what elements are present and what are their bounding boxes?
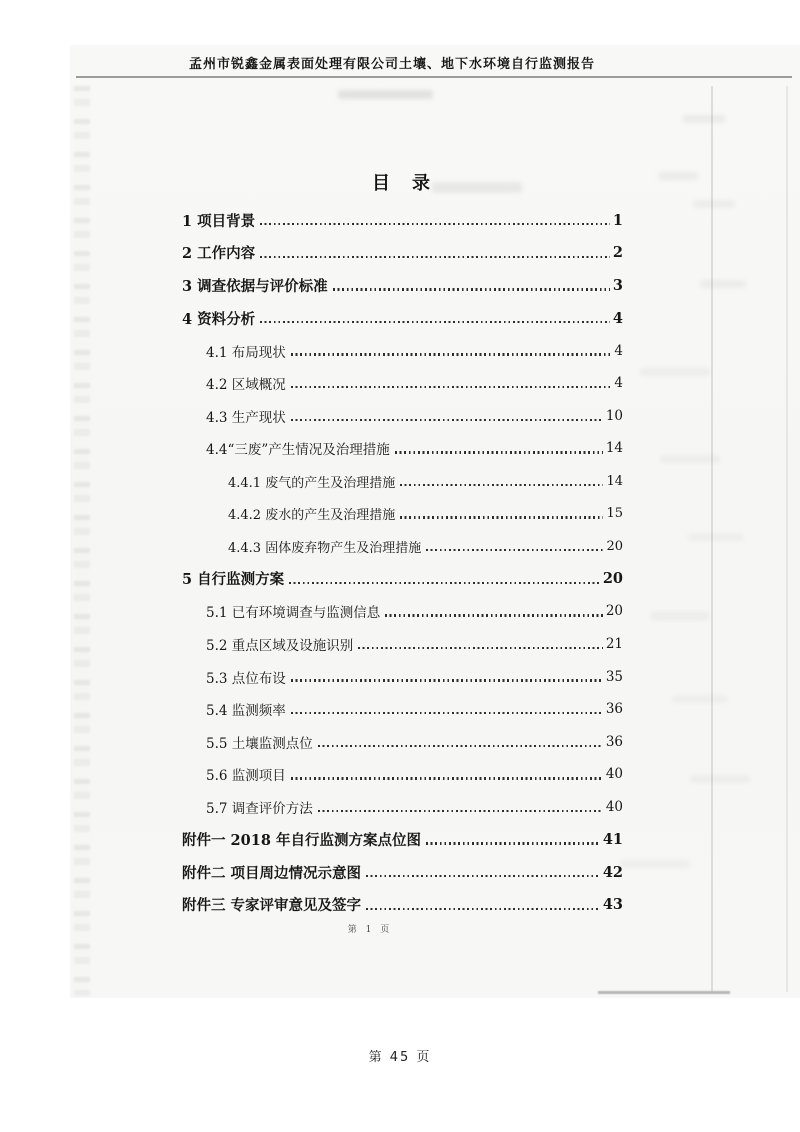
toc-entry-page: 10 bbox=[605, 407, 623, 424]
toc-entry-page: 4 bbox=[614, 342, 623, 359]
toc-entry-label: 5.7 调查评价方法 bbox=[206, 800, 313, 817]
toc-entry-page: 2 bbox=[612, 244, 623, 262]
viewer-page-indicator: 第 45 页 bbox=[368, 1050, 432, 1065]
toc-entry bbox=[182, 823, 623, 856]
toc-entry-page: 4 bbox=[612, 309, 623, 327]
toc-entry-label: 4.4.1 废气的产生及治理措施 bbox=[228, 475, 396, 491]
toc-dot-leader bbox=[291, 419, 603, 421]
toc-entry-page: 21 bbox=[605, 636, 623, 653]
toc-entry bbox=[182, 334, 623, 367]
toc-dot-leader bbox=[400, 516, 603, 518]
toc-entry-page: 4 bbox=[614, 375, 623, 392]
toc-dot-leader bbox=[426, 842, 600, 844]
toc-entry-page: 41 bbox=[602, 831, 623, 849]
toc-entry bbox=[182, 628, 623, 661]
toc-entry-label: 4.4“三废”产生情况及治理措施 bbox=[206, 442, 390, 459]
toc-entry-label: 4.4.3 固体废弃物产生及治理措施 bbox=[228, 540, 422, 556]
toc-entry-label: 4.2 区域概况 bbox=[206, 377, 286, 394]
toc-entry-label: 4.1 布局现状 bbox=[206, 344, 286, 361]
toc-entry-label: 附件二 项目周边情况示意图 bbox=[182, 864, 362, 882]
toc-entry bbox=[182, 758, 623, 791]
toc-entry bbox=[182, 204, 623, 237]
toc-entry-page: 43 bbox=[602, 896, 623, 914]
toc-dot-leader bbox=[358, 647, 603, 649]
toc-entry-page: 14 bbox=[605, 440, 623, 457]
toc-dot-leader bbox=[291, 353, 612, 355]
toc-dot-leader bbox=[291, 386, 612, 388]
toc-entry bbox=[182, 400, 623, 433]
toc-entry-label: 附件三 专家评审意见及签字 bbox=[182, 897, 362, 915]
toc-entry-page: 3 bbox=[612, 276, 623, 294]
toc-entry-label: 5.1 已有环境调查与监测信息 bbox=[206, 605, 381, 622]
header-rule bbox=[76, 76, 792, 78]
toc-entry-page: 40 bbox=[605, 798, 623, 815]
toc-dot-leader bbox=[333, 288, 610, 290]
toc-entry bbox=[182, 888, 623, 921]
toc-entry-page: 20 bbox=[605, 603, 623, 620]
toc-entry-label: 附件一 2018 年自行监测方案点位图 bbox=[182, 832, 421, 850]
toc-entry bbox=[182, 432, 623, 465]
toc-dot-leader bbox=[291, 777, 603, 779]
toc-entry-page: 42 bbox=[602, 863, 623, 881]
toc-entry bbox=[182, 563, 623, 596]
toc-entry bbox=[182, 269, 623, 302]
toc-entry bbox=[182, 367, 623, 400]
running-header: 孟州市锐鑫金属表面处理有限公司土壤、地下水环境自行监测报告 bbox=[188, 57, 595, 72]
toc-entry-page: 40 bbox=[605, 766, 623, 783]
toc-dot-leader bbox=[291, 712, 603, 714]
toc-entry-label: 5 自行监测方案 bbox=[182, 571, 285, 589]
toc-entry-page: 1 bbox=[612, 211, 623, 229]
toc-entry bbox=[182, 465, 623, 498]
toc-entry-page: 36 bbox=[605, 701, 623, 718]
toc-entry-label: 5.6 监测项目 bbox=[206, 768, 286, 785]
toc-entry bbox=[182, 530, 623, 563]
toc-entry-label: 3 调查依据与评价标准 bbox=[182, 277, 328, 295]
toc-entry-page: 14 bbox=[606, 473, 623, 489]
toc-entry bbox=[182, 660, 623, 693]
toc-entry bbox=[182, 856, 623, 889]
toc-dot-leader bbox=[400, 484, 603, 486]
toc-entry-label: 5.5 土壤监测点位 bbox=[206, 735, 313, 752]
toc-list bbox=[182, 204, 623, 921]
page-number-footer: 第 1 页 bbox=[347, 925, 393, 935]
toc-dot-leader bbox=[260, 256, 610, 258]
toc-entry bbox=[182, 726, 623, 759]
toc-dot-leader bbox=[260, 321, 610, 323]
toc-entry-label: 4.4.2 废水的产生及治理措施 bbox=[228, 508, 396, 524]
toc-entry-page: 20 bbox=[606, 538, 623, 554]
toc-title: 目 录 bbox=[372, 173, 432, 194]
toc-entry-page: 35 bbox=[605, 668, 623, 685]
toc-entry-label: 5.4 监测频率 bbox=[206, 703, 286, 720]
toc-entry-page: 20 bbox=[602, 570, 623, 588]
toc-entry-page: 36 bbox=[605, 733, 623, 750]
toc-entry bbox=[182, 497, 623, 530]
toc-entry bbox=[182, 595, 623, 628]
toc-dot-leader bbox=[318, 745, 603, 747]
toc-entry-label: 2 工作内容 bbox=[182, 245, 256, 263]
toc-entry-label: 1 项目背景 bbox=[182, 212, 256, 230]
toc-entry-page: 15 bbox=[606, 506, 623, 522]
toc-dot-leader bbox=[426, 549, 603, 551]
toc-dot-leader bbox=[318, 810, 603, 812]
toc-entry bbox=[182, 791, 623, 824]
toc-entry bbox=[182, 693, 623, 726]
toc-dot-leader bbox=[366, 875, 600, 877]
toc-dot-leader bbox=[291, 679, 603, 681]
toc-dot-leader bbox=[289, 582, 600, 584]
toc-dot-leader bbox=[366, 908, 600, 910]
toc-entry-label: 5.2 重点区域及设施识别 bbox=[206, 638, 354, 655]
toc-dot-leader bbox=[385, 614, 603, 616]
toc-entry bbox=[182, 302, 623, 335]
toc-entry-label: 5.3 点位布设 bbox=[206, 670, 286, 687]
toc-entry-label: 4 资料分析 bbox=[182, 310, 256, 328]
toc-entry-label: 4.3 生产现状 bbox=[206, 409, 286, 426]
toc-dot-leader bbox=[260, 223, 610, 225]
toc-dot-leader bbox=[395, 451, 603, 453]
toc-entry bbox=[182, 237, 623, 270]
